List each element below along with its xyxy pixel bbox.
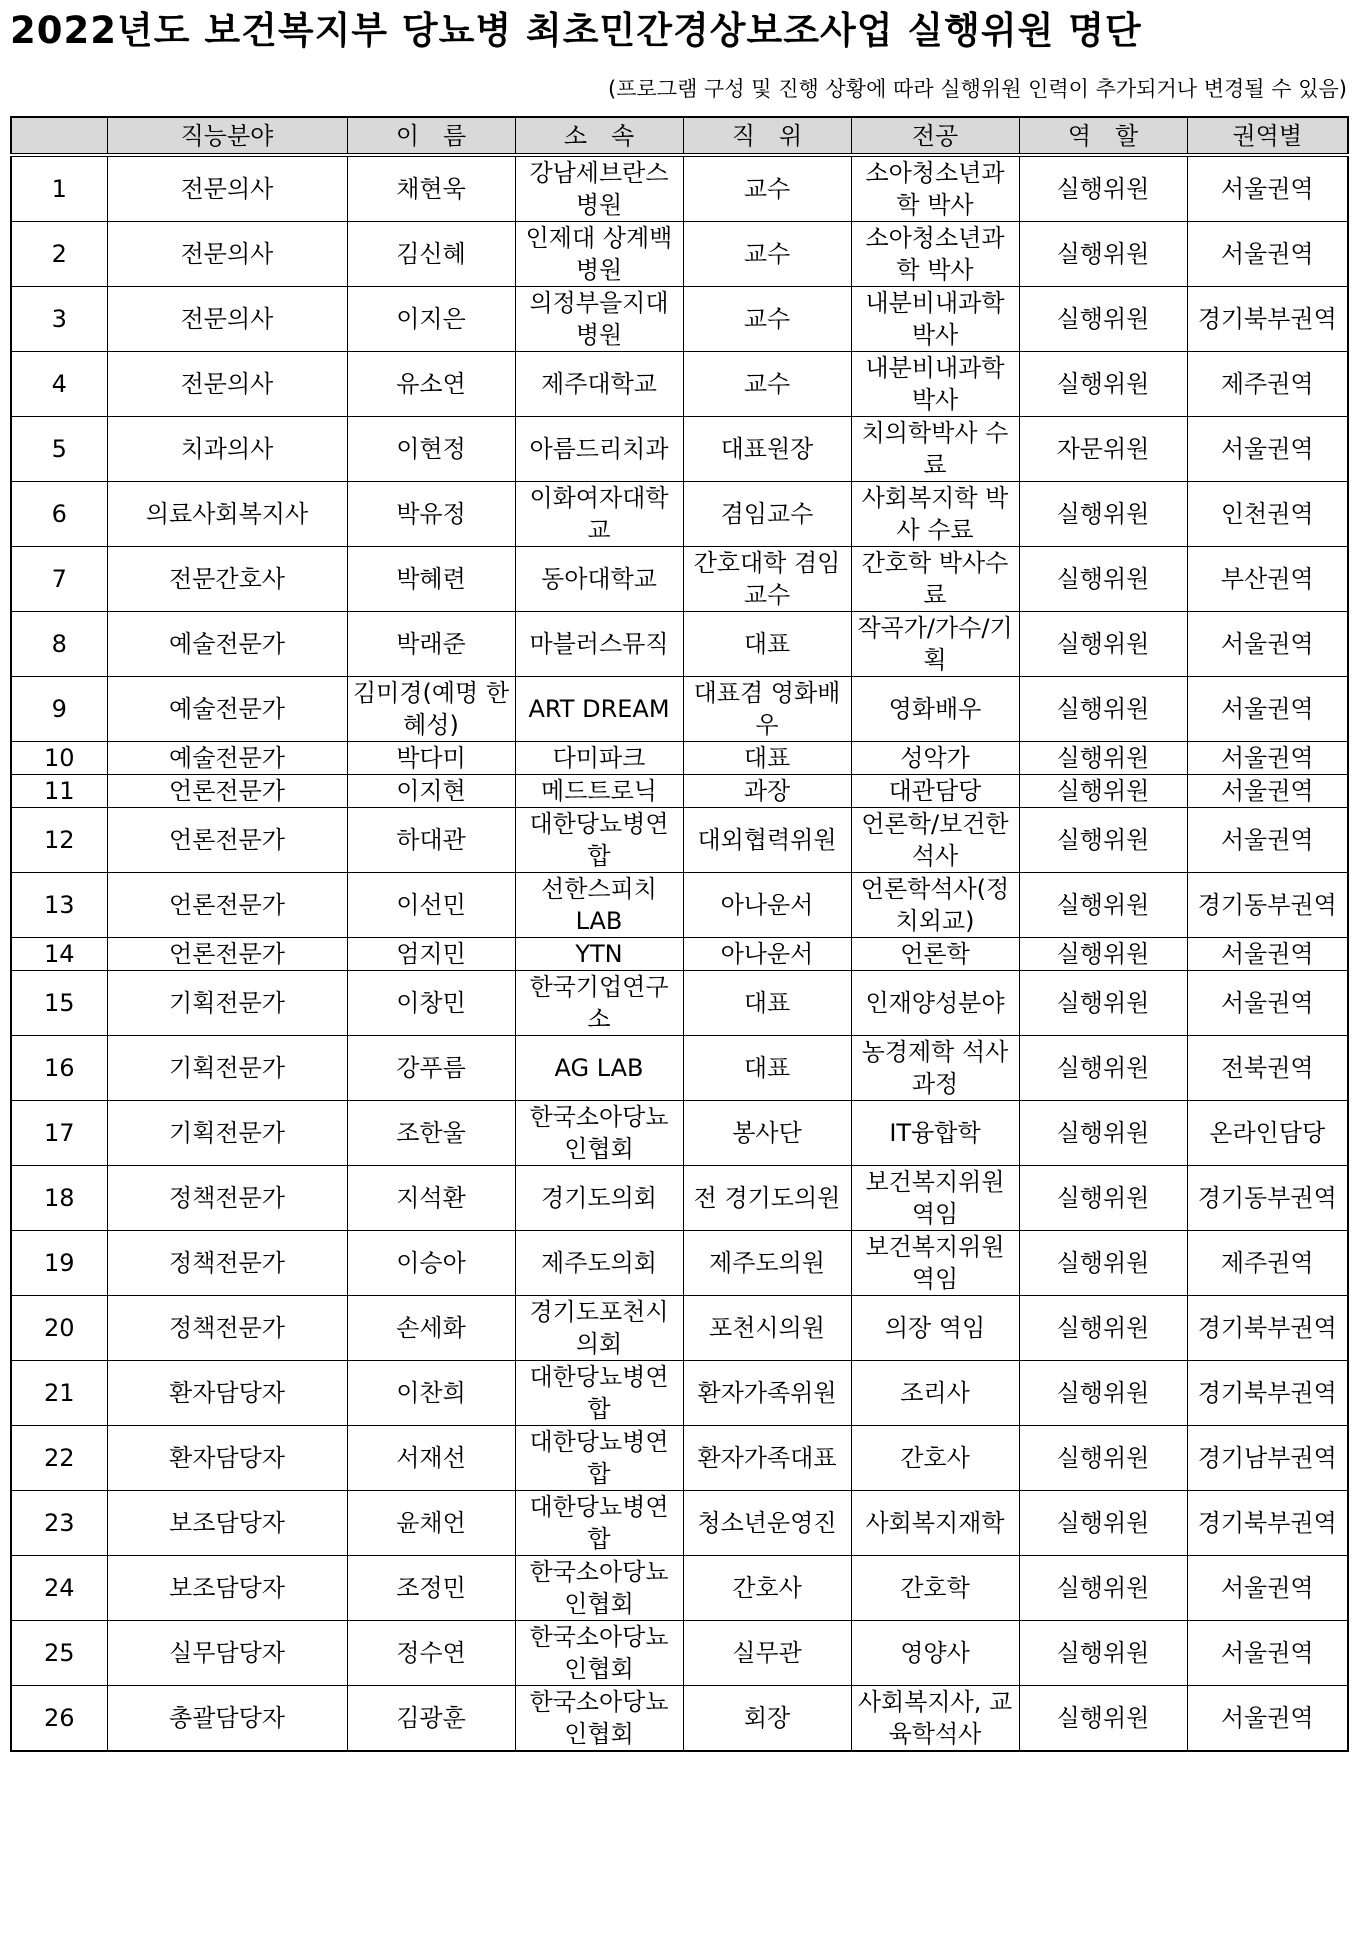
table-row (11, 1556, 1348, 1621)
cell-affiliation: 대한당뇨병연합 (515, 1426, 683, 1491)
cell-field: 보조담당자 (107, 1491, 347, 1556)
cell-region: 경기북부권역 (1187, 1296, 1348, 1361)
cell-position: 대표겸 영화배우 (683, 677, 851, 742)
cell-affiliation: ART DREAM (515, 677, 683, 742)
cell-region: 경기북부권역 (1187, 1361, 1348, 1426)
cell-role: 실행위원 (1019, 1166, 1187, 1231)
cell-no: 3 (11, 287, 107, 352)
cell-role: 실행위원 (1019, 1426, 1187, 1491)
cell-position: 대표원장 (683, 417, 851, 482)
cell-field: 예술전문가 (107, 742, 347, 775)
table-row (11, 775, 1348, 808)
cell-no: 10 (11, 742, 107, 775)
cell-major: 소아청소년과학 박사 (851, 155, 1019, 222)
cell-field: 실무담당자 (107, 1621, 347, 1686)
cell-name: 하대관 (347, 808, 515, 873)
cell-field: 전문의사 (107, 352, 347, 417)
cell-major: 사회복지학 박사 수료 (851, 482, 1019, 547)
cell-affiliation: 한국소아당뇨인협회 (515, 1686, 683, 1752)
cell-region: 경기남부권역 (1187, 1426, 1348, 1491)
cell-field: 언론전문가 (107, 808, 347, 873)
table-row (11, 1296, 1348, 1361)
cell-region: 서울권역 (1187, 1621, 1348, 1686)
cell-affiliation: 제주도의회 (515, 1231, 683, 1296)
cell-role: 실행위원 (1019, 1556, 1187, 1621)
cell-major: 간호학 박사수료 (851, 547, 1019, 612)
cell-position: 회장 (683, 1686, 851, 1752)
cell-field: 총괄담당자 (107, 1686, 347, 1752)
cell-affiliation: 한국소아당뇨인협회 (515, 1556, 683, 1621)
cell-major: 영양사 (851, 1621, 1019, 1686)
table-row (11, 971, 1348, 1036)
cell-no: 19 (11, 1231, 107, 1296)
cell-field: 전문의사 (107, 222, 347, 287)
cell-no: 8 (11, 612, 107, 677)
cell-no: 25 (11, 1621, 107, 1686)
cell-position: 대표 (683, 742, 851, 775)
cell-region: 서울권역 (1187, 1686, 1348, 1752)
cell-no: 4 (11, 352, 107, 417)
cell-name: 이지은 (347, 287, 515, 352)
cell-position: 봉사단 (683, 1101, 851, 1166)
cell-major: 사회복지재학 (851, 1491, 1019, 1556)
cell-name: 박유정 (347, 482, 515, 547)
cell-role: 실행위원 (1019, 808, 1187, 873)
table-row (11, 1101, 1348, 1166)
cell-major: 보건복지위원 역임 (851, 1231, 1019, 1296)
cell-affiliation: 인제대 상계백병원 (515, 222, 683, 287)
cell-field: 의료사회복지사 (107, 482, 347, 547)
column-header-major: 전공 (851, 117, 1019, 155)
cell-field: 예술전문가 (107, 612, 347, 677)
cell-affiliation: YTN (515, 938, 683, 971)
cell-role: 실행위원 (1019, 938, 1187, 971)
cell-name: 엄지민 (347, 938, 515, 971)
cell-affiliation: 제주대학교 (515, 352, 683, 417)
cell-no: 9 (11, 677, 107, 742)
cell-major: 사회복지사, 교육학석사 (851, 1686, 1019, 1752)
cell-position: 간호사 (683, 1556, 851, 1621)
table-row (11, 612, 1348, 677)
cell-role: 실행위원 (1019, 873, 1187, 938)
table-row (11, 1361, 1348, 1426)
cell-major: 언론학 (851, 938, 1019, 971)
cell-no: 1 (11, 155, 107, 222)
cell-affiliation: 한국소아당뇨인협회 (515, 1621, 683, 1686)
column-header-name: 이 름 (347, 117, 515, 155)
cell-field: 환자담당자 (107, 1361, 347, 1426)
cell-role: 자문위원 (1019, 417, 1187, 482)
cell-major: 간호사 (851, 1426, 1019, 1491)
cell-major: 소아청소년과학 박사 (851, 222, 1019, 287)
column-header-no (11, 117, 107, 155)
cell-region: 서울권역 (1187, 808, 1348, 873)
cell-name: 이승아 (347, 1231, 515, 1296)
cell-position: 포천시의원 (683, 1296, 851, 1361)
cell-no: 26 (11, 1686, 107, 1752)
cell-no: 7 (11, 547, 107, 612)
cell-name: 김광훈 (347, 1686, 515, 1752)
cell-field: 정책전문가 (107, 1166, 347, 1231)
cell-role: 실행위원 (1019, 352, 1187, 417)
cell-role: 실행위원 (1019, 1101, 1187, 1166)
cell-region: 제주권역 (1187, 1231, 1348, 1296)
cell-no: 18 (11, 1166, 107, 1231)
table-row (11, 742, 1348, 775)
cell-name: 박래준 (347, 612, 515, 677)
cell-position: 교수 (683, 287, 851, 352)
cell-region: 서울권역 (1187, 612, 1348, 677)
cell-name: 강푸름 (347, 1036, 515, 1101)
cell-position: 대표 (683, 971, 851, 1036)
cell-major: 내분비내과학 박사 (851, 287, 1019, 352)
cell-field: 언론전문가 (107, 775, 347, 808)
cell-field: 정책전문가 (107, 1296, 347, 1361)
cell-region: 서울권역 (1187, 155, 1348, 222)
table-row (11, 1491, 1348, 1556)
cell-name: 이현정 (347, 417, 515, 482)
cell-major: 치의학박사 수료 (851, 417, 1019, 482)
cell-no: 21 (11, 1361, 107, 1426)
cell-position: 실무관 (683, 1621, 851, 1686)
cell-name: 지석환 (347, 1166, 515, 1231)
table-row (11, 1426, 1348, 1491)
cell-major: IT융합학 (851, 1101, 1019, 1166)
cell-affiliation: 한국기업연구소 (515, 971, 683, 1036)
table-row (11, 1621, 1348, 1686)
cell-position: 교수 (683, 222, 851, 287)
cell-position: 대표 (683, 1036, 851, 1101)
cell-position: 교수 (683, 352, 851, 417)
column-header-position: 직 위 (683, 117, 851, 155)
cell-region: 경기동부권역 (1187, 873, 1348, 938)
cell-name: 서재선 (347, 1426, 515, 1491)
cell-role: 실행위원 (1019, 1621, 1187, 1686)
cell-major: 대관담당 (851, 775, 1019, 808)
table-row (11, 352, 1348, 417)
column-header-field: 직능분야 (107, 117, 347, 155)
cell-name: 박혜련 (347, 547, 515, 612)
cell-affiliation: 이화여자대학교 (515, 482, 683, 547)
cell-major: 농경제학 석사과정 (851, 1036, 1019, 1101)
cell-field: 기획전문가 (107, 1036, 347, 1101)
cell-role: 실행위원 (1019, 1296, 1187, 1361)
cell-role: 실행위원 (1019, 482, 1187, 547)
cell-affiliation: 마블러스뮤직 (515, 612, 683, 677)
cell-major: 간호학 (851, 1556, 1019, 1621)
cell-affiliation: 의정부을지대병원 (515, 287, 683, 352)
cell-name: 윤채언 (347, 1491, 515, 1556)
cell-position: 간호대학 겸임교수 (683, 547, 851, 612)
table-header (11, 117, 1348, 155)
table-row (11, 287, 1348, 352)
cell-role: 실행위원 (1019, 775, 1187, 808)
column-header-affiliation: 소 속 (515, 117, 683, 155)
committee-table (10, 116, 1349, 1752)
cell-name: 이창민 (347, 971, 515, 1036)
cell-major: 인재양성분야 (851, 971, 1019, 1036)
cell-name: 김신혜 (347, 222, 515, 287)
cell-no: 22 (11, 1426, 107, 1491)
cell-major: 작곡가/가수/기획 (851, 612, 1019, 677)
cell-position: 교수 (683, 155, 851, 222)
cell-affiliation: 대한당뇨병연합 (515, 1491, 683, 1556)
cell-name: 조정민 (347, 1556, 515, 1621)
cell-role: 실행위원 (1019, 677, 1187, 742)
cell-role: 실행위원 (1019, 971, 1187, 1036)
cell-affiliation: 강남세브란스병원 (515, 155, 683, 222)
cell-no: 2 (11, 222, 107, 287)
cell-role: 실행위원 (1019, 1361, 1187, 1426)
cell-affiliation: 선한스피치LAB (515, 873, 683, 938)
cell-no: 14 (11, 938, 107, 971)
cell-field: 기획전문가 (107, 971, 347, 1036)
table-row (11, 677, 1348, 742)
cell-region: 서울권역 (1187, 775, 1348, 808)
cell-no: 15 (11, 971, 107, 1036)
cell-major: 언론학/보건한 석사 (851, 808, 1019, 873)
table-row (11, 1686, 1348, 1752)
cell-major: 보건복지위원 역임 (851, 1166, 1019, 1231)
header-row (11, 117, 1348, 155)
table-row (11, 1166, 1348, 1231)
table-row (11, 938, 1348, 971)
cell-field: 환자담당자 (107, 1426, 347, 1491)
table-row (11, 1231, 1348, 1296)
cell-no: 12 (11, 808, 107, 873)
page-note: (프로그램 구성 및 진행 상황에 따라 실행위원 인력이 추가되거나 변경될 수 있음) (608, 77, 1347, 101)
cell-no: 16 (11, 1036, 107, 1101)
cell-region: 서울권역 (1187, 1556, 1348, 1621)
cell-region: 서울권역 (1187, 222, 1348, 287)
cell-field: 전문의사 (107, 155, 347, 222)
cell-affiliation: 메드트로닉 (515, 775, 683, 808)
cell-no: 24 (11, 1556, 107, 1621)
cell-field: 정책전문가 (107, 1231, 347, 1296)
cell-name: 박다미 (347, 742, 515, 775)
cell-role: 실행위원 (1019, 155, 1187, 222)
cell-field: 전문간호사 (107, 547, 347, 612)
table-row (11, 222, 1348, 287)
cell-region: 서울권역 (1187, 417, 1348, 482)
cell-affiliation: 대한당뇨병연합 (515, 1361, 683, 1426)
cell-field: 치과의사 (107, 417, 347, 482)
cell-region: 전북권역 (1187, 1036, 1348, 1101)
cell-major: 언론학석사(정치외교) (851, 873, 1019, 938)
cell-no: 6 (11, 482, 107, 547)
table-row (11, 482, 1348, 547)
cell-region: 서울권역 (1187, 971, 1348, 1036)
cell-field: 보조담당자 (107, 1556, 347, 1621)
cell-no: 5 (11, 417, 107, 482)
cell-role: 실행위원 (1019, 1036, 1187, 1101)
cell-role: 실행위원 (1019, 612, 1187, 677)
cell-affiliation: 다미파크 (515, 742, 683, 775)
cell-role: 실행위원 (1019, 1491, 1187, 1556)
cell-affiliation: 경기도포천시의회 (515, 1296, 683, 1361)
cell-position: 청소년운영진 (683, 1491, 851, 1556)
cell-position: 전 경기도의원 (683, 1166, 851, 1231)
page-title: 2022년도 보건복지부 당뇨병 최초민간경상보조사업 실행위원 명단 (10, 9, 1142, 52)
cell-no: 11 (11, 775, 107, 808)
cell-field: 기획전문가 (107, 1101, 347, 1166)
cell-name: 정수연 (347, 1621, 515, 1686)
cell-region: 경기북부권역 (1187, 287, 1348, 352)
table-row (11, 547, 1348, 612)
cell-role: 실행위원 (1019, 547, 1187, 612)
table-row (11, 417, 1348, 482)
cell-role: 실행위원 (1019, 222, 1187, 287)
cell-field: 예술전문가 (107, 677, 347, 742)
cell-position: 대외협력위원 (683, 808, 851, 873)
cell-name: 조한울 (347, 1101, 515, 1166)
cell-field: 언론전문가 (107, 938, 347, 971)
cell-region: 제주권역 (1187, 352, 1348, 417)
cell-major: 내분비내과학 박사 (851, 352, 1019, 417)
cell-role: 실행위원 (1019, 1231, 1187, 1296)
cell-position: 과장 (683, 775, 851, 808)
cell-no: 20 (11, 1296, 107, 1361)
cell-position: 환자가족위원 (683, 1361, 851, 1426)
cell-affiliation: AG LAB (515, 1036, 683, 1101)
cell-role: 실행위원 (1019, 287, 1187, 352)
cell-name: 이지현 (347, 775, 515, 808)
cell-affiliation: 동아대학교 (515, 547, 683, 612)
cell-major: 성악가 (851, 742, 1019, 775)
table-row (11, 1036, 1348, 1101)
cell-region: 경기북부권역 (1187, 1491, 1348, 1556)
table-row (11, 808, 1348, 873)
cell-region: 서울권역 (1187, 677, 1348, 742)
cell-name: 채현욱 (347, 155, 515, 222)
cell-region: 부산권역 (1187, 547, 1348, 612)
cell-affiliation: 아름드리치과 (515, 417, 683, 482)
cell-name: 이찬희 (347, 1361, 515, 1426)
cell-position: 아나운서 (683, 938, 851, 971)
table-row (11, 873, 1348, 938)
cell-no: 13 (11, 873, 107, 938)
cell-name: 손세화 (347, 1296, 515, 1361)
cell-affiliation: 대한당뇨병연합 (515, 808, 683, 873)
cell-role: 실행위원 (1019, 1686, 1187, 1752)
cell-position: 환자가족대표 (683, 1426, 851, 1491)
cell-position: 겸임교수 (683, 482, 851, 547)
cell-field: 전문의사 (107, 287, 347, 352)
table-body (11, 155, 1348, 1751)
cell-region: 온라인담당 (1187, 1101, 1348, 1166)
cell-no: 17 (11, 1101, 107, 1166)
cell-position: 아나운서 (683, 873, 851, 938)
cell-region: 서울권역 (1187, 938, 1348, 971)
cell-name: 유소연 (347, 352, 515, 417)
cell-affiliation: 한국소아당뇨인협회 (515, 1101, 683, 1166)
cell-affiliation: 경기도의회 (515, 1166, 683, 1231)
cell-name: 김미경(예명 한혜성) (347, 677, 515, 742)
cell-no: 23 (11, 1491, 107, 1556)
cell-major: 조리사 (851, 1361, 1019, 1426)
cell-region: 인천권역 (1187, 482, 1348, 547)
column-header-role: 역 할 (1019, 117, 1187, 155)
cell-major: 의장 역임 (851, 1296, 1019, 1361)
cell-name: 이선민 (347, 873, 515, 938)
cell-major: 영화배우 (851, 677, 1019, 742)
cell-position: 제주도의원 (683, 1231, 851, 1296)
column-header-region: 권역별 (1187, 117, 1348, 155)
table-row (11, 155, 1348, 222)
cell-region: 서울권역 (1187, 742, 1348, 775)
cell-field: 언론전문가 (107, 873, 347, 938)
cell-position: 대표 (683, 612, 851, 677)
cell-region: 경기동부권역 (1187, 1166, 1348, 1231)
cell-role: 실행위원 (1019, 742, 1187, 775)
